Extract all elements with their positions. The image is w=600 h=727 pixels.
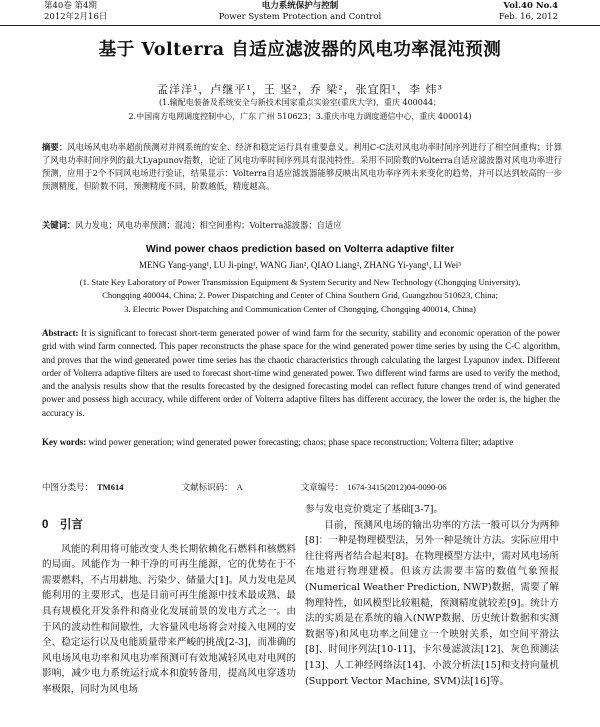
clc-value: TM614 — [97, 482, 124, 492]
abstract-en-text: It is significant to forecast short-term generated power of wind farm for the security, stability and economic operation of the power grid with wind farm connected. This paper reconstructs the phase space for the wind generated power time series by using the C-C algorithm, and proves that the wind generated power time series has the chaotic characteristics through calculating the largest Lyapunov index. Different order of Volterra adaptive filters are used to forecast short-time wind generated power. Two different wind farms are used to verify the method, and the analysis results show that the results forecasted by the designed forecasting model can reflect future changes trend of wind generated power and possess high accuracy, while different order of Volterra adaptive filters has different accuracy, the lower the order is, the higher the accuracy is. — [42, 328, 561, 418]
article-id-label: 文章编号： — [300, 482, 344, 492]
body-column-right — [305, 502, 559, 689]
header-date-en: Feb. 16, 2012 — [498, 12, 558, 22]
header-date-cn: 2012年2月16日 — [44, 12, 108, 22]
paper-title-cn: 基于 Volterra 自适应滤波器的风电功率混沌预测 — [98, 40, 502, 60]
intro-paragraph-left: 风能的利用将可能改变人类长期依赖化石燃料和核燃料的局面。风能作为一种干净的可再生能源，它的优势在于不需要燃料，不占用耕地、污染少、储量大[1]。风力发电是风能利用的主要形式，也是目前可再生能源中技术最成熟、最具有规模化开发条件和商业化发展前景的发电方式之一。由于风的波动性和间歇性，大容量风电场将会对接入电网的安全、稳定运行以及电能质量带来严峻的挑战[2-3]，而准确的风电场风电功率和风电功率预测可有效地减轻风电对电网的影响，减少电力系统运行成本和旋转备用，提高风电穿透功率极限，同时为风电场 — [42, 543, 296, 695]
keywords-cn-lead: 关键词： — [42, 220, 76, 230]
authors-en: MENG Yang-yang¹, LU Ji-ping¹, WANG Jian², QIAO Liang², ZHANG Yi-yang¹, LI Wei³ — [138, 260, 461, 270]
classification-line — [42, 481, 503, 493]
section-heading-introduction: 0 引言 — [42, 519, 83, 531]
affiliation-cn-line1: (1.输配电装备及系统安全与新技术国家重点实验室(重庆大学)，重庆 400044； — [158, 98, 442, 107]
doc-code-value: A — [236, 482, 243, 492]
header-volume-en: Vol.40 No.4 — [503, 1, 558, 11]
abstract-cn-text: 风电场风电功率超前预测对并网系统的安全、经济和稳定运行具有重要意义。利用C-C法对风电功率时间序列进行了相空间重构；计算了风电功率时间序列的最大Lyapunov指数，论证了风电功率时间序列具有混沌特性。采用不同阶数的Volterra自适应滤波器对风电功率进行预测，应用于2个不同风电场进行验证，结果显示：Volterra自适应滤波器能够反映出风电功率序列未来变化的趋势，并可以达到较高的一步预测精度，但阶数不同，预测精度不同，阶数越低，精度越高。 — [42, 142, 562, 191]
keywords-en-lead: Key words: — [42, 437, 87, 447]
journal-name-en: Power System Protection and Control — [218, 12, 382, 22]
intro-paragraph-right: 目前，预测风电场的输出功率的方法一般可以分为两种[8]：一种是物理模型法，另外一种是统计方法。实际应用中往往将两者结合起来[8]。在物理模型方法中，需对风电场所在地进行物理建模。但该方法需要丰富的数值气象预报(Numerical Weather Prediction, NWP)数据，需要了解物理特性，如风模型比较粗糙，预测精度就较差[9]。统计方法的实质是在系统的输入(NWP数据、历史统计数据和实测数据等)和风电功率之间建立一个映射关系，如空间平滑法[8]、时间序列法[10-11]、卡尔曼滤波法[12]、灰色预测法[13]、人工神经网络法[14]、小波分析法[15]和支持向量机(Support Vector Machine, SVM)法[16]等。 — [305, 519, 559, 687]
header-right — [499, 1, 558, 23]
journal-name-cn: 电力系统保护与控制 — [261, 1, 339, 11]
article-id-value: 1674-3415(2012)04-0090-06 — [347, 482, 447, 492]
keywords-cn — [42, 219, 562, 232]
abstract-cn — [42, 141, 562, 193]
doc-code-label: 文献标识码： — [181, 482, 233, 492]
authors-cn: 孟洋洋¹，卢继平¹，王 坚²，乔 梁²，张宜阳¹，李 炜³ — [157, 83, 443, 96]
keywords-en — [42, 436, 560, 449]
body-column-left — [42, 518, 296, 698]
abstract-en-lead: Abstract: — [42, 328, 79, 338]
intro-continuation: 参与发电竞价奠定了基础[3-7]。 — [305, 504, 444, 515]
affiliation-cn-line2: 2.中国南方电网调度控制中心，广东 广州 510623；3.重庆市电力调度通信中心，重庆 400014) — [128, 112, 472, 121]
journal-header — [0, 0, 600, 26]
keywords-cn-text: 风力发电；风电功率预测；混沌；相空间重构；Volterra滤波器；自适应 — [75, 220, 342, 230]
paper-title-en: Wind power chaos prediction based on Volterra adaptive filter — [145, 243, 455, 255]
abstract-cn-lead: 摘要： — [42, 142, 68, 152]
header-volume-cn: 第40卷 第4期 — [44, 1, 97, 11]
affiliation-en-line2: Chongqing 400044, China; 2. Power Dispatching and Center of China Southern Grid, Guangzhou 510623, China; — [102, 290, 498, 300]
clc-label: 中图分类号： — [42, 482, 94, 492]
affiliation-en-line3: 3. Electric Power Dispatching and Communication Center of Chongqing, Chongqing 400014, China) — [124, 304, 476, 314]
keywords-en-text: wind power generation; wind generated power forecasting; chaos; phase space reconstruction; Volterra filter; adaptive — [88, 437, 514, 447]
affiliation-en-line1: (1. State Key Laboratory of Power Transmission Equipment & System Security and New Technology (Chongqing University), — [79, 277, 521, 287]
abstract-en — [42, 327, 560, 420]
